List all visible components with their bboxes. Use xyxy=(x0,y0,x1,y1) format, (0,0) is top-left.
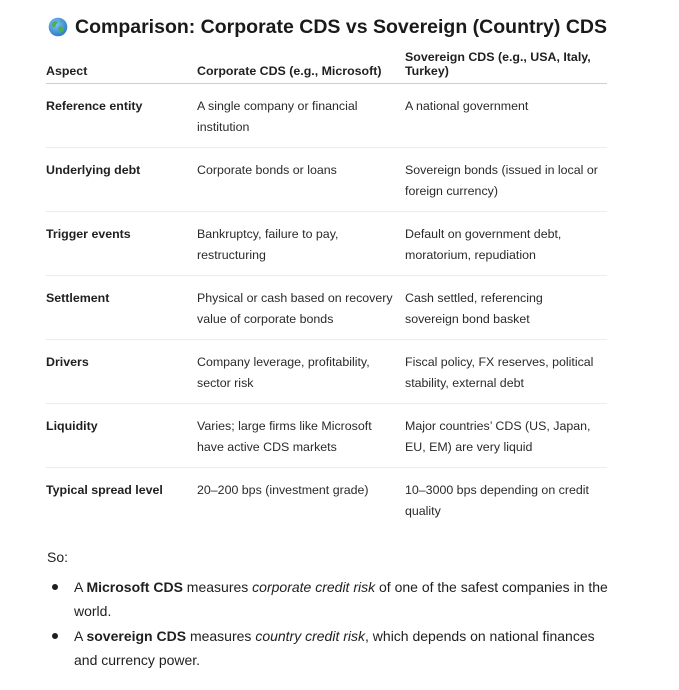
sovereign-cell: 10–3000 bps depending on credit quality xyxy=(405,483,589,518)
point-subject: sovereign CDS xyxy=(86,628,187,644)
sovereign-cell: A national government xyxy=(405,84,607,148)
aspect-cell: Typical spread level xyxy=(46,483,163,497)
aspect-cell: Trigger events xyxy=(46,212,197,276)
point-verb: measures xyxy=(186,628,256,644)
point-subject: Microsoft CDS xyxy=(86,579,183,595)
corporate-cell: A single company or financial institution xyxy=(197,84,405,148)
corporate-cell: Bankruptcy, failure to pay, restructuring xyxy=(197,212,405,276)
aspect-cell: Settlement xyxy=(46,276,197,340)
point-verb: measures xyxy=(182,579,253,595)
bullet-icon xyxy=(52,584,58,590)
aspect-cell: Reference entity xyxy=(46,84,197,148)
point-emphasis: country credit risk xyxy=(255,628,366,644)
sovereign-cell: Cash settled, referencing sovereign bond basket xyxy=(405,276,607,340)
table-header-row xyxy=(46,45,607,84)
point-rest: , which depends on national finances and currency power. xyxy=(74,628,595,668)
corporate-cell: 20–200 bps (investment grade) xyxy=(197,483,369,497)
table-row xyxy=(46,84,607,148)
sovereign-cell: Sovereign bonds (issued in local or foreign currency) xyxy=(405,148,607,212)
corporate-cell: Varies; large firms like Microsoft have active CDS markets xyxy=(197,404,405,468)
aspect-cell: Liquidity xyxy=(46,404,197,468)
table-row xyxy=(46,276,607,340)
table-row xyxy=(46,148,607,212)
corporate-cell: Company leverage, profitability, sector risk xyxy=(197,340,405,404)
sovereign-cell: Default on government debt, moratorium, repudiation xyxy=(405,212,607,276)
header-corporate-cds: Corporate CDS (e.g., Microsoft) xyxy=(197,45,405,84)
sovereign-cell: Fiscal policy, FX reserves, political stability, external debt xyxy=(405,340,607,404)
table-row xyxy=(46,340,607,404)
corporate-cell: Physical or cash based on recovery value of corporate bonds xyxy=(197,276,405,340)
table-row xyxy=(46,468,607,532)
table-row xyxy=(46,212,607,276)
header-sovereign-cds: Sovereign CDS (e.g., USA, Italy, Turkey) xyxy=(405,45,607,84)
summary-intro: So: xyxy=(47,549,69,565)
point-rest: of one of the safest companies in the world. xyxy=(74,579,608,619)
section-title: Comparison: Corporate CDS vs Sovereign (Country) CDS xyxy=(75,15,607,38)
bullet-icon xyxy=(52,633,58,639)
list-item xyxy=(47,624,617,672)
list-item xyxy=(47,575,617,623)
point-emphasis: corporate credit risk xyxy=(252,579,376,595)
table-row xyxy=(46,404,607,468)
aspect-cell: Underlying debt xyxy=(46,148,197,212)
globe-icon xyxy=(48,17,68,37)
corporate-cell: Corporate bonds or loans xyxy=(197,148,405,212)
aspect-cell: Drivers xyxy=(46,340,197,404)
point-prefix: A xyxy=(74,579,87,595)
sovereign-cell: Major countries’ CDS (US, Japan, EU, EM) are very liquid xyxy=(405,404,607,468)
section-heading xyxy=(48,13,607,41)
point-prefix: A xyxy=(74,628,87,644)
comparison-table xyxy=(46,45,607,531)
header-aspect: Aspect xyxy=(46,45,197,84)
summary-list xyxy=(47,575,617,673)
